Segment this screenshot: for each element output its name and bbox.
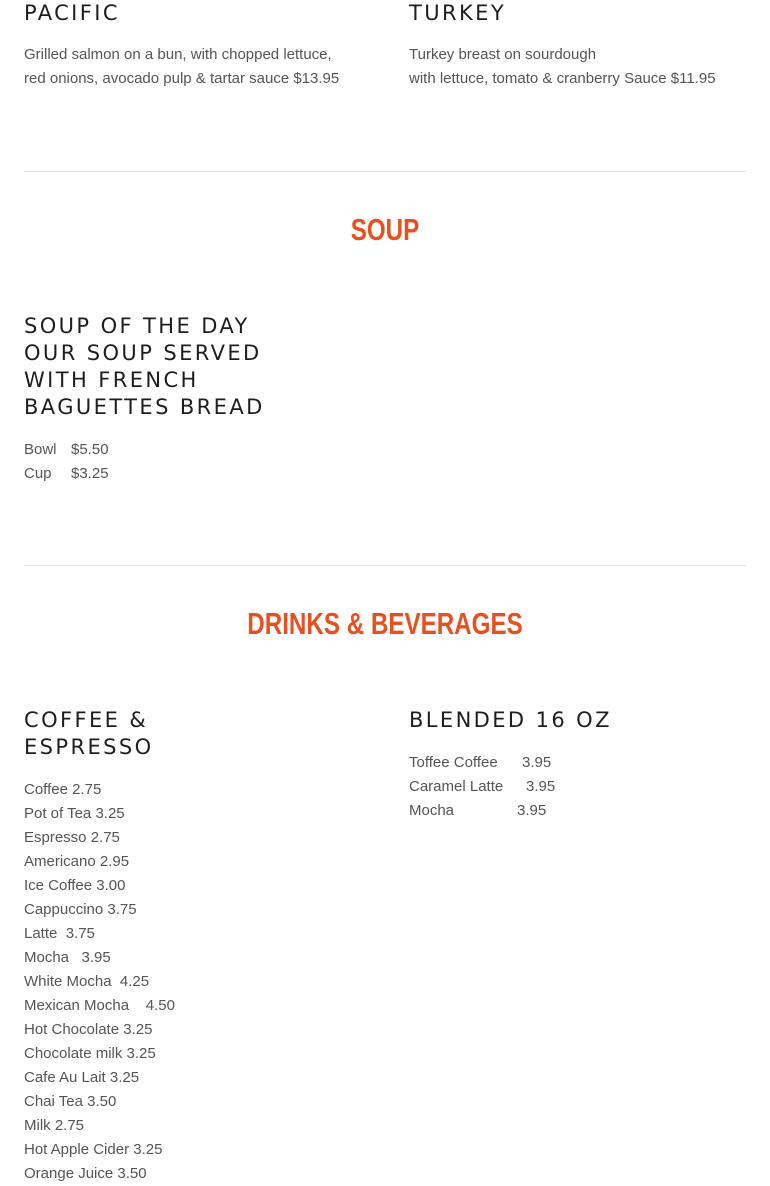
list-item: Hot Apple Cider 3.25 [24, 1141, 163, 1158]
item-title: BLENDED 16 OZ [409, 708, 612, 732]
list-item: Americano 2.95 [24, 853, 130, 870]
list-item: Cappuccino 3.75 [24, 901, 137, 918]
coffee-list [24, 778, 364, 1186]
menu-item-pacific [24, 0, 364, 91]
price-row: Caramel Latte 3.95 [409, 778, 556, 795]
section-heading-drinks: DRINKS & BEVERAGES [247, 606, 523, 641]
item-title: COFFEE & ESPRESSO [24, 708, 154, 759]
list-item: Milk 2.75 [24, 1117, 85, 1134]
menu-item-coffee-espresso [24, 707, 364, 1186]
section-heading-soup: SOUP [350, 212, 420, 247]
price-row: Toffee Coffee 3.95 [409, 754, 552, 771]
item-description: Grilled salmon on a bun, with chopped lettuce, red onions, avocado pulp & tartar sauce $13.95 [24, 46, 340, 87]
section-divider [24, 171, 746, 172]
list-item: Mexican Mocha 4.50 [24, 997, 175, 1014]
list-item: White Mocha 4.25 [24, 973, 150, 990]
list-item: Chai Tea 3.50 [24, 1093, 117, 1110]
price-row: Bowl $5.50 [24, 441, 109, 458]
list-item: Cafe Au Lait 3.25 [24, 1069, 140, 1086]
soup-price-list [24, 438, 324, 486]
list-item: Espresso 2.75 [24, 829, 120, 846]
list-item: Ice Coffee 3.00 [24, 877, 126, 894]
item-title: TURKEY [409, 1, 507, 25]
list-item: Mocha 3.95 [24, 949, 111, 966]
list-item: Coffee 2.75 [24, 781, 102, 798]
menu-item-soup-of-the-day [24, 313, 324, 486]
item-description: Turkey breast on sourdough with lettuce, tomato & cranberry Sauce $11.95 [409, 46, 716, 87]
list-item: Hot Chocolate 3.25 [24, 1021, 153, 1038]
menu-item-turkey [409, 0, 749, 91]
section-divider [24, 565, 746, 566]
price-row: Cup $3.25 [24, 465, 109, 482]
menu-item-blended [409, 707, 749, 823]
blended-price-list [409, 751, 749, 823]
item-title: PACIFIC [24, 1, 120, 25]
list-item: Latte 3.75 [24, 925, 95, 942]
list-item: Orange Juice 3.50 [24, 1165, 147, 1182]
list-item: Chocolate milk 3.25 [24, 1045, 156, 1062]
price-row: Mocha 3.95 [409, 802, 547, 819]
item-title: SOUP OF THE DAY OUR SOUP SERVED WITH FRENCH BAGUETTES BREAD [24, 314, 265, 419]
list-item: Pot of Tea 3.25 [24, 805, 125, 822]
